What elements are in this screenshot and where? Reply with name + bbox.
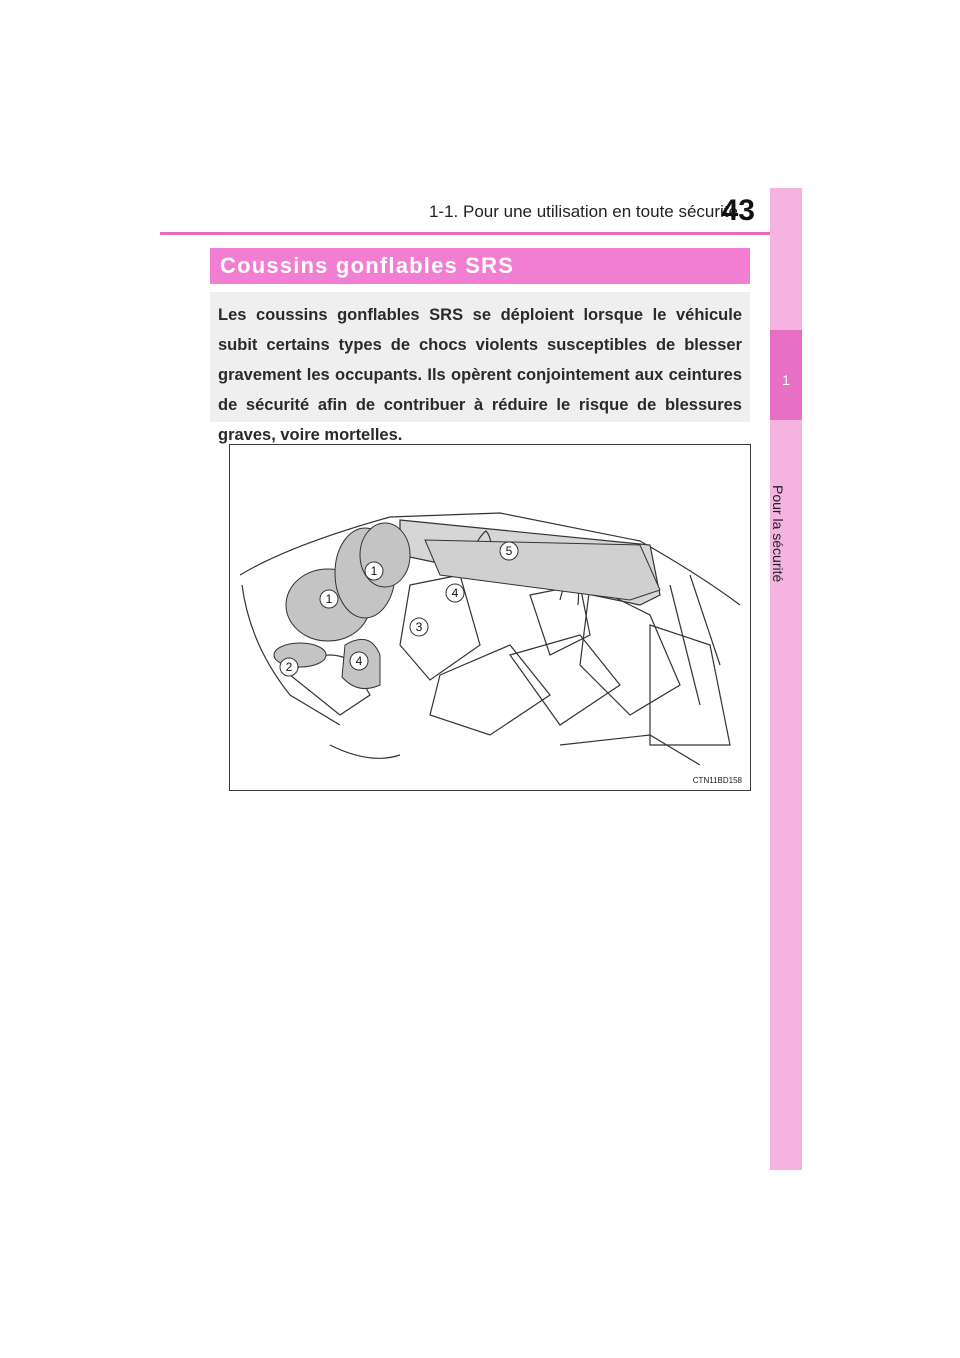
page-title: Coussins gonflables SRS	[220, 253, 515, 278]
callout-label-3: 3	[415, 620, 423, 634]
figure-code: CTN11BD158	[692, 776, 742, 785]
header-rule	[160, 232, 800, 235]
page-number: 43	[721, 194, 755, 227]
chapter-number: 1	[782, 372, 790, 388]
vehicle-interior-illustration	[230, 445, 749, 789]
intro-text: Les coussins gonflables SRS se déploient lorsque le véhicule subit certains types de chocs violents susceptibles de blesser gravement les occupants. Ils opèrent conjointement aux ceintures de sécurité afin de contribuer à réduire le risque de blessures graves, voire mortelles.	[218, 306, 742, 444]
callout-label-1a: 1	[370, 564, 378, 578]
callout-label-4b: 4	[355, 654, 363, 668]
intro-box	[210, 292, 750, 444]
title-band	[210, 248, 750, 284]
callout-label-2: 2	[285, 660, 293, 674]
section-title: 1-1. Pour une utilisation en toute sécurité	[428, 202, 738, 221]
chapter-label: Pour la sécurité	[770, 485, 786, 583]
airbag-figure	[229, 444, 751, 791]
callout-label-5: 5	[505, 544, 513, 558]
callout-label-1b: 1	[325, 592, 333, 606]
callout-label-4a: 4	[451, 586, 459, 600]
